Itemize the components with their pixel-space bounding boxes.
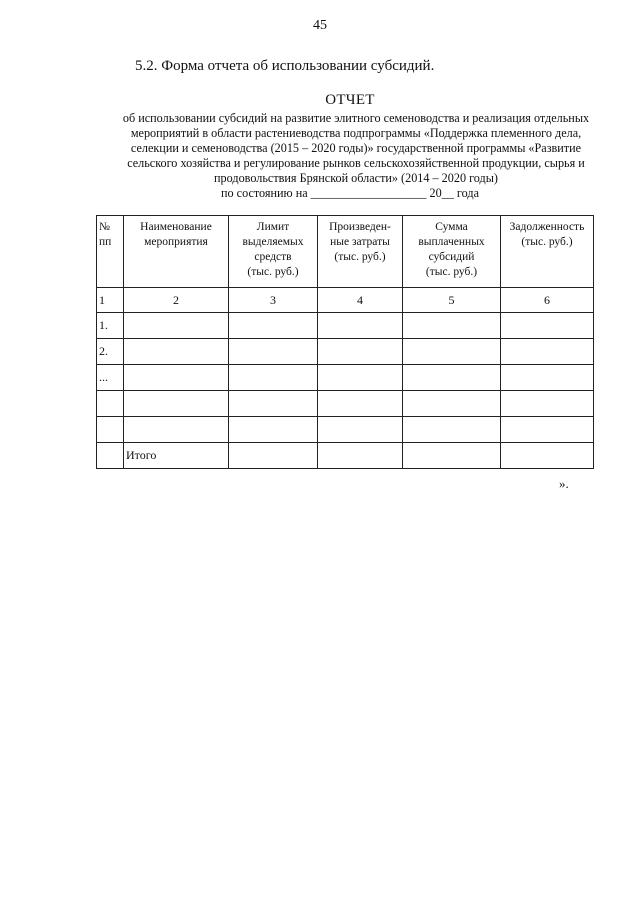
header-line: (тыс. руб.) <box>425 266 478 278</box>
header-line: Наименование <box>140 221 212 233</box>
header-line: выделяемых <box>242 236 304 248</box>
table-cell <box>501 339 594 365</box>
subtitle-line: продовольствия Брянской области» (2014 – 2020 годы) <box>214 171 498 185</box>
table-cell <box>229 443 318 469</box>
header-cell-number <box>97 216 124 288</box>
header-cell-limit <box>229 216 318 288</box>
table-cell: ... <box>97 365 124 391</box>
table-cell <box>318 417 403 443</box>
table-row <box>97 339 594 365</box>
report-title: ОТЧЕТ <box>325 92 375 108</box>
table-cell <box>124 391 229 417</box>
column-number: 4 <box>318 288 403 313</box>
column-number: 3 <box>229 288 318 313</box>
header-line: пп <box>99 236 112 248</box>
column-number: 1 <box>97 288 124 313</box>
table-cell <box>124 339 229 365</box>
table-cell <box>318 365 403 391</box>
table-cell <box>403 313 501 339</box>
header-line: выплаченных <box>418 236 485 248</box>
total-label: Итого <box>124 443 229 469</box>
table-cell <box>403 391 501 417</box>
table-cell <box>501 313 594 339</box>
header-line: средств <box>254 251 292 263</box>
table-cell <box>229 313 318 339</box>
header-line: № <box>99 221 110 233</box>
table-cell <box>124 417 229 443</box>
report-subtitle <box>96 111 616 186</box>
table-cell <box>318 391 403 417</box>
header-cell-name <box>124 216 229 288</box>
table-cell <box>229 391 318 417</box>
table-cell <box>501 391 594 417</box>
header-line: мероприятия <box>144 236 208 248</box>
table-cell <box>318 313 403 339</box>
header-line: Сумма <box>435 221 468 233</box>
table-cell <box>501 443 594 469</box>
table-cell <box>97 443 124 469</box>
table-row <box>97 391 594 417</box>
header-cell-expenses <box>318 216 403 288</box>
date-line: по состоянию на ___________________ 20__ года <box>221 186 479 200</box>
header-line: (тыс. руб.) <box>334 251 386 263</box>
column-number: 6 <box>501 288 594 313</box>
subtitle-line: мероприятий в области растениеводства подпрограммы «Поддержка племенного дела, <box>130 126 582 140</box>
table-cell: 1. <box>97 313 124 339</box>
report-table <box>96 215 594 469</box>
table-row <box>97 313 594 339</box>
column-number-row <box>97 288 594 313</box>
table-row <box>97 365 594 391</box>
table-cell <box>403 443 501 469</box>
header-cell-paid <box>403 216 501 288</box>
subtitle-line: сельского хозяйства и регулирование рынков сельскохозяйственной продукции, сырья и <box>127 156 585 170</box>
table-cell <box>124 365 229 391</box>
table-cell <box>501 365 594 391</box>
table-cell <box>501 417 594 443</box>
table-cell <box>229 417 318 443</box>
closing-quote: ». <box>559 476 569 491</box>
column-number: 5 <box>403 288 501 313</box>
table-header-row <box>97 216 594 288</box>
header-cell-debt <box>501 216 594 288</box>
table-cell: 2. <box>97 339 124 365</box>
table-row <box>97 417 594 443</box>
table-cell <box>124 313 229 339</box>
header-line: (тыс. руб.) <box>247 266 299 278</box>
table-cell <box>229 365 318 391</box>
header-line: ные затраты <box>330 236 390 248</box>
table-cell <box>403 365 501 391</box>
page-number: 45 <box>313 18 327 33</box>
header-line: Произведен- <box>329 221 391 233</box>
table-cell <box>97 391 124 417</box>
column-number: 2 <box>124 288 229 313</box>
table-cell <box>229 339 318 365</box>
table-cell <box>97 417 124 443</box>
subtitle-line: об использовании субсидий на развитие элитного семеноводства и реализация отдельных <box>122 111 590 125</box>
table-cell <box>403 339 501 365</box>
header-line: Лимит <box>256 221 290 233</box>
subtitle-line: селекции и семеноводства (2015 – 2020 годы)» государственной программы «Развитие <box>130 141 582 155</box>
header-line: субсидий <box>428 251 475 263</box>
section-title: 5.2. Форма отчета об использовании субсидий. <box>135 58 435 74</box>
header-line: (тыс. руб.) <box>521 236 573 248</box>
total-row <box>97 443 594 469</box>
header-line: Задолженность <box>509 221 585 233</box>
table-cell <box>403 417 501 443</box>
table-cell <box>318 443 403 469</box>
table-cell <box>318 339 403 365</box>
